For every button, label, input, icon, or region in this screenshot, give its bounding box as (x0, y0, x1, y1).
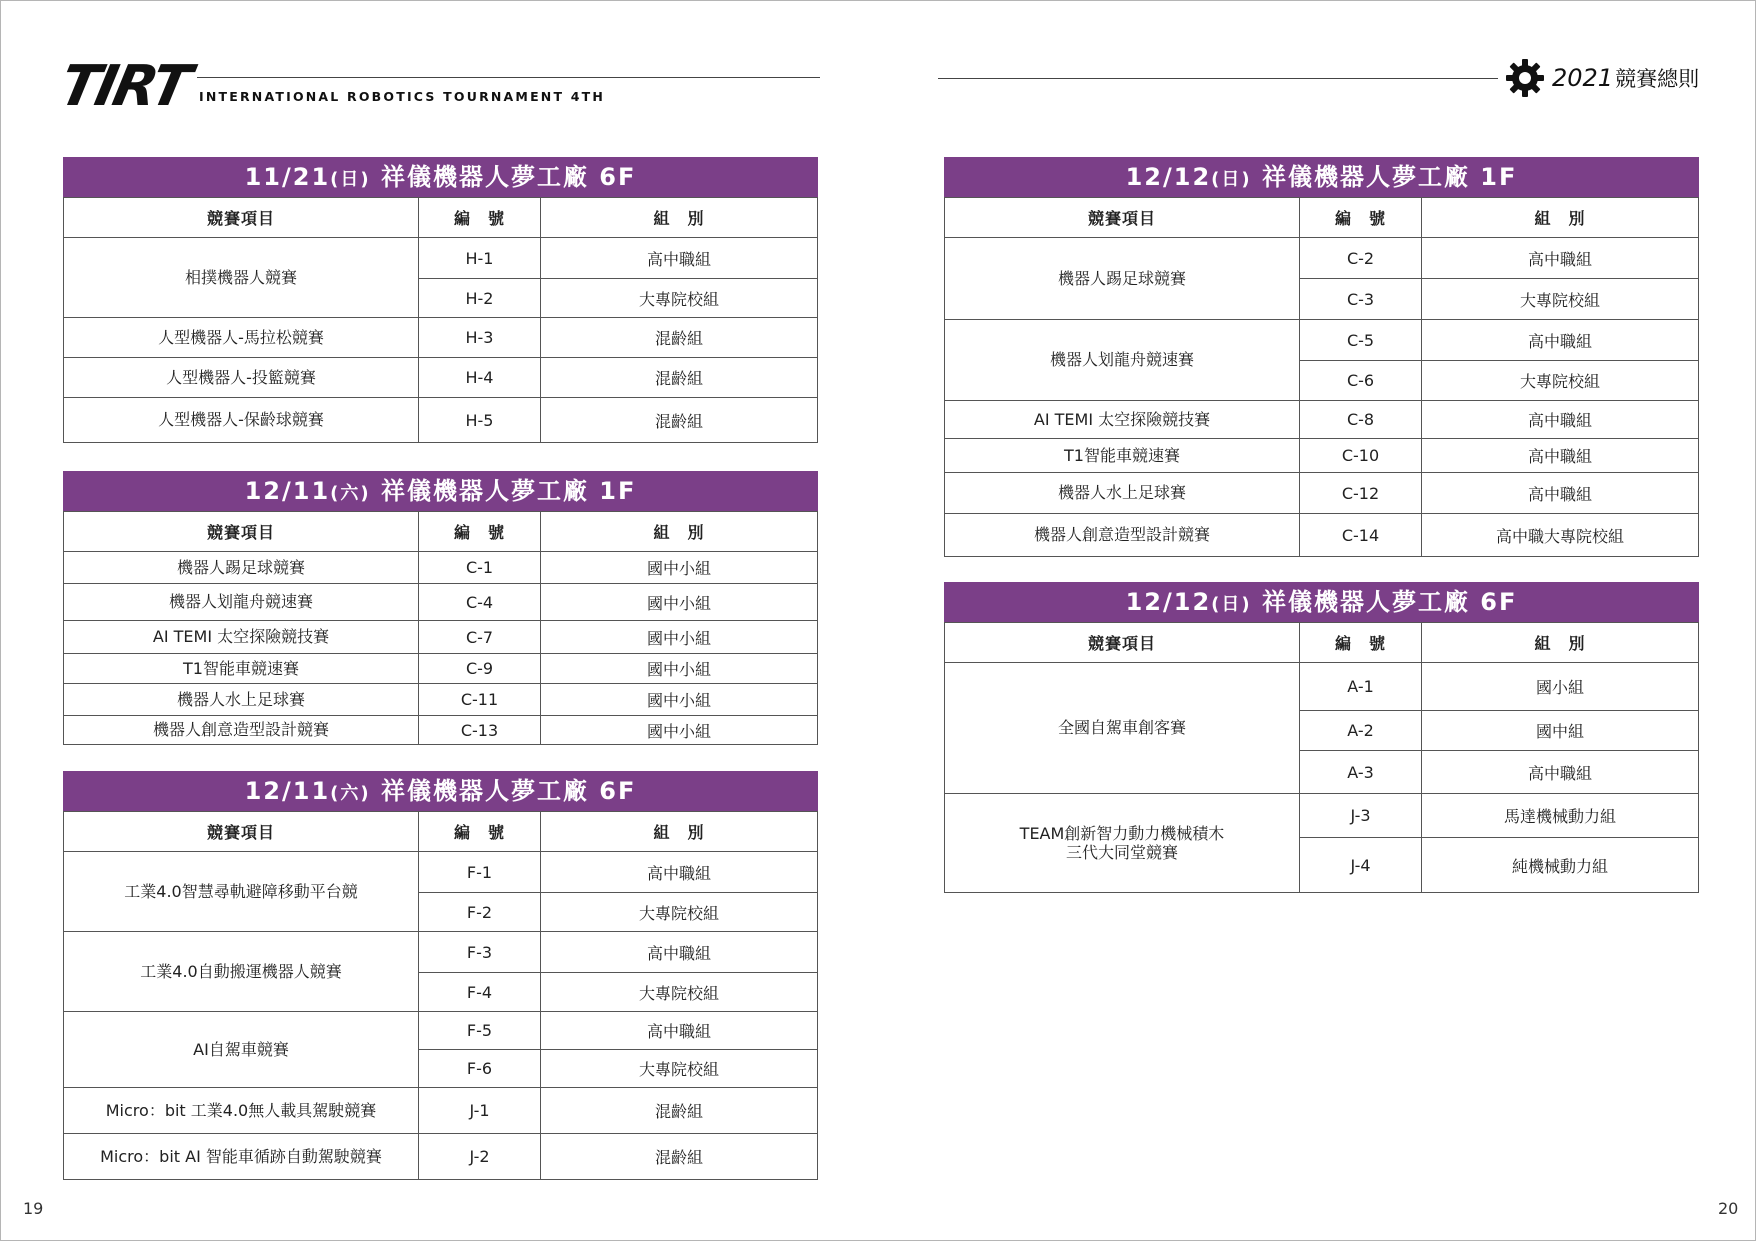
event-name-cell: 人型機器人-投籃競賽 (64, 358, 419, 398)
schedule-table (944, 622, 1699, 893)
table-row (64, 1088, 818, 1134)
event-group-cell: 高中職組 (541, 852, 818, 893)
event-group-cell: 高中職組 (1422, 439, 1699, 473)
column-header-event: 競賽項目 (945, 198, 1300, 238)
event-group-cell: 混齡組 (541, 1088, 818, 1134)
event-code-cell: C-6 (1300, 361, 1422, 401)
table-row (945, 320, 1699, 361)
column-header-group: 組 別 (541, 812, 818, 852)
event-group-cell: 高中職組 (1422, 320, 1699, 361)
block-weekday: (六) (330, 783, 371, 804)
column-header-event: 競賽項目 (945, 623, 1300, 663)
column-header-group: 組 別 (541, 512, 818, 552)
event-group-cell: 高中職組 (1422, 238, 1699, 279)
event-name-cell: 機器人踢足球競賽 (945, 238, 1300, 320)
event-code-cell: C-8 (1300, 401, 1422, 439)
event-group-cell: 大專院校組 (541, 279, 818, 318)
header-rule-right (938, 78, 1498, 79)
event-code-cell: H-5 (419, 398, 541, 443)
event-code-cell: A-1 (1300, 663, 1422, 711)
event-code-cell: J-4 (1300, 838, 1422, 893)
header-doc-title: 競賽總則 (1615, 67, 1700, 91)
block-venue: 祥儀機器人夢工廠 6F (380, 163, 637, 191)
column-header-event: 競賽項目 (64, 198, 419, 238)
event-name-cell: 機器人水上足球賽 (945, 473, 1300, 514)
table-row (64, 584, 818, 621)
event-code-cell: C-10 (1300, 439, 1422, 473)
header-title-group (1504, 57, 1699, 99)
event-group-cell: 高中職組 (541, 932, 818, 973)
block-title (944, 582, 1699, 622)
event-code-cell: F-4 (419, 973, 541, 1012)
event-group-cell: 高中職組 (541, 1012, 818, 1050)
event-group-cell: 混齡組 (541, 1134, 818, 1180)
table-row (945, 401, 1699, 439)
event-name-cell: T1智能車競速賽 (945, 439, 1300, 473)
logo-mark: TIRT (54, 54, 194, 119)
event-name-cell: 全國自駕車創客賽 (945, 663, 1300, 794)
table-row (64, 318, 818, 358)
event-group-cell: 大專院校組 (541, 973, 818, 1012)
block-weekday: (六) (330, 483, 371, 504)
event-code-cell: J-1 (419, 1088, 541, 1134)
schedule-block-1212-1f (944, 157, 1699, 557)
event-code-cell: C-3 (1300, 279, 1422, 320)
event-name-cell: AI自駕車競賽 (64, 1012, 419, 1088)
table-row (64, 358, 818, 398)
schedule-block-1121-6f (63, 157, 818, 443)
page-number-right: 20 (1718, 1199, 1739, 1218)
event-code-cell: C-13 (419, 716, 541, 745)
table-row (64, 932, 818, 973)
event-name-cell: AI TEMI 太空探險競技賽 (64, 621, 419, 654)
event-group-cell: 國小組 (1422, 663, 1699, 711)
block-venue: 祥儀機器人夢工廠 6F (1261, 588, 1518, 616)
event-group-cell: 混齡組 (541, 398, 818, 443)
block-date: 11/21 (244, 163, 331, 191)
event-name-cell: 工業4.0自動搬運機器人競賽 (64, 932, 419, 1012)
table-header-row (945, 198, 1699, 238)
block-title (63, 157, 818, 197)
header-rule-left (197, 77, 820, 78)
column-header-code: 編 號 (1300, 623, 1422, 663)
event-group-cell: 國中小組 (541, 654, 818, 684)
column-header-code: 編 號 (1300, 198, 1422, 238)
table-row (64, 621, 818, 654)
event-name-cell: 人型機器人-馬拉松競賽 (64, 318, 419, 358)
table-row (64, 1134, 818, 1180)
event-group-cell: 大專院校組 (541, 1050, 818, 1088)
table-row (64, 654, 818, 684)
event-code-cell: C-7 (419, 621, 541, 654)
schedule-table (63, 511, 818, 745)
event-code-cell: H-3 (419, 318, 541, 358)
column-header-group: 組 別 (1422, 623, 1699, 663)
block-date: 12/11 (244, 477, 331, 505)
event-group-cell: 國中小組 (541, 621, 818, 654)
table-row (64, 238, 818, 279)
table-header-row (64, 812, 818, 852)
block-date: 12/11 (244, 777, 331, 805)
event-name-cell: 機器人划龍舟競速賽 (945, 320, 1300, 401)
event-group-cell: 國中組 (1422, 711, 1699, 751)
event-name-cell: 機器人划龍舟競速賽 (64, 584, 419, 621)
event-code-cell: H-2 (419, 279, 541, 318)
column-header-event: 競賽項目 (64, 512, 419, 552)
event-code-cell: J-2 (419, 1134, 541, 1180)
event-group-cell: 國中小組 (541, 584, 818, 621)
event-name-cell: 機器人水上足球賽 (64, 684, 419, 716)
event-group-cell: 國中小組 (541, 716, 818, 745)
schedule-table (944, 197, 1699, 557)
event-code-cell: C-4 (419, 584, 541, 621)
event-code-cell: A-2 (1300, 711, 1422, 751)
event-code-cell: F-6 (419, 1050, 541, 1088)
column-header-code: 編 號 (419, 198, 541, 238)
event-name-cell: 相撲機器人競賽 (64, 238, 419, 318)
event-code-cell: C-12 (1300, 473, 1422, 514)
event-code-cell: C-11 (419, 684, 541, 716)
event-name-cell: Micro：bit AI 智能車循跡自動駕駛競賽 (64, 1134, 419, 1180)
column-header-code: 編 號 (419, 812, 541, 852)
block-title (63, 471, 818, 511)
table-row (64, 552, 818, 584)
event-group-cell: 馬達機械動力組 (1422, 794, 1699, 838)
event-name-cell: Micro：bit 工業4.0無人載具駕駛競賽 (64, 1088, 419, 1134)
event-code-cell: H-1 (419, 238, 541, 279)
event-code-cell: J-3 (1300, 794, 1422, 838)
gear-icon (1504, 57, 1546, 99)
event-group-cell: 混齡組 (541, 358, 818, 398)
column-header-code: 編 號 (419, 512, 541, 552)
event-group-cell: 高中職組 (1422, 751, 1699, 794)
table-header-row (64, 198, 818, 238)
table-header-row (945, 623, 1699, 663)
header-year: 2021 (1552, 64, 1614, 92)
schedule-block-1211-1f (63, 471, 818, 745)
block-venue: 祥儀機器人夢工廠 1F (380, 477, 637, 505)
event-name-cell: 工業4.0智慧尋軌避障移動平台競 (64, 852, 419, 932)
tirt-logo (54, 54, 606, 119)
column-header-group: 組 別 (541, 198, 818, 238)
table-row (64, 852, 818, 893)
block-date: 12/12 (1125, 163, 1212, 191)
block-venue: 祥儀機器人夢工廠 1F (1261, 163, 1518, 191)
event-group-cell: 國中小組 (541, 684, 818, 716)
schedule-block-1211-6f (63, 771, 818, 1180)
event-code-cell: C-9 (419, 654, 541, 684)
event-code-cell: A-3 (1300, 751, 1422, 794)
table-row (945, 514, 1699, 557)
event-group-cell: 高中職組 (1422, 401, 1699, 439)
block-weekday: (日) (330, 169, 371, 190)
table-row (64, 716, 818, 745)
table-row (945, 439, 1699, 473)
event-group-cell: 純機械動力組 (1422, 838, 1699, 893)
event-code-cell: F-2 (419, 893, 541, 932)
table-row (945, 794, 1699, 838)
table-row (945, 473, 1699, 514)
event-code-cell: C-14 (1300, 514, 1422, 557)
schedule-table (63, 197, 818, 443)
event-group-cell: 高中職組 (1422, 473, 1699, 514)
schedule-block-1212-6f (944, 582, 1699, 893)
event-group-cell: 高中職組 (541, 238, 818, 279)
event-code-cell: F-1 (419, 852, 541, 893)
block-weekday: (日) (1211, 169, 1252, 190)
event-code-cell: C-5 (1300, 320, 1422, 361)
table-header-row (64, 512, 818, 552)
event-code-cell: C-2 (1300, 238, 1422, 279)
block-venue: 祥儀機器人夢工廠 6F (380, 777, 637, 805)
schedule-table (63, 811, 818, 1180)
event-code-cell: F-3 (419, 932, 541, 973)
table-row (64, 1012, 818, 1050)
column-header-group: 組 別 (1422, 198, 1699, 238)
column-header-event: 競賽項目 (64, 812, 419, 852)
event-name-cell: 機器人創意造型設計競賽 (64, 716, 419, 745)
event-code-cell: C-1 (419, 552, 541, 584)
event-name-cell: AI TEMI 太空探險競技賽 (945, 401, 1300, 439)
logo-subtitle: INTERNATIONAL ROBOTICS TOURNAMENT 4TH (199, 89, 606, 104)
event-name-cell: 機器人創意造型設計競賽 (945, 514, 1300, 557)
block-weekday: (日) (1211, 594, 1252, 615)
event-name-cell: 人型機器人-保齡球競賽 (64, 398, 419, 443)
event-name-cell: TEAM創新智力動力機械積木 三代大同堂競賽 (945, 794, 1300, 893)
event-name-cell: T1智能車競速賽 (64, 654, 419, 684)
event-group-cell: 大專院校組 (1422, 361, 1699, 401)
table-row (945, 238, 1699, 279)
event-group-cell: 大專院校組 (1422, 279, 1699, 320)
event-name-cell: 機器人踢足球競賽 (64, 552, 419, 584)
event-group-cell: 大專院校組 (541, 893, 818, 932)
table-row (64, 398, 818, 443)
event-group-cell: 混齡組 (541, 318, 818, 358)
event-group-cell: 國中小組 (541, 552, 818, 584)
event-code-cell: H-4 (419, 358, 541, 398)
block-title (944, 157, 1699, 197)
event-group-cell: 高中職大專院校組 (1422, 514, 1699, 557)
page-number-left: 19 (23, 1199, 44, 1218)
table-row (64, 684, 818, 716)
block-title (63, 771, 818, 811)
block-date: 12/12 (1125, 588, 1212, 616)
event-code-cell: F-5 (419, 1012, 541, 1050)
table-row (945, 663, 1699, 711)
